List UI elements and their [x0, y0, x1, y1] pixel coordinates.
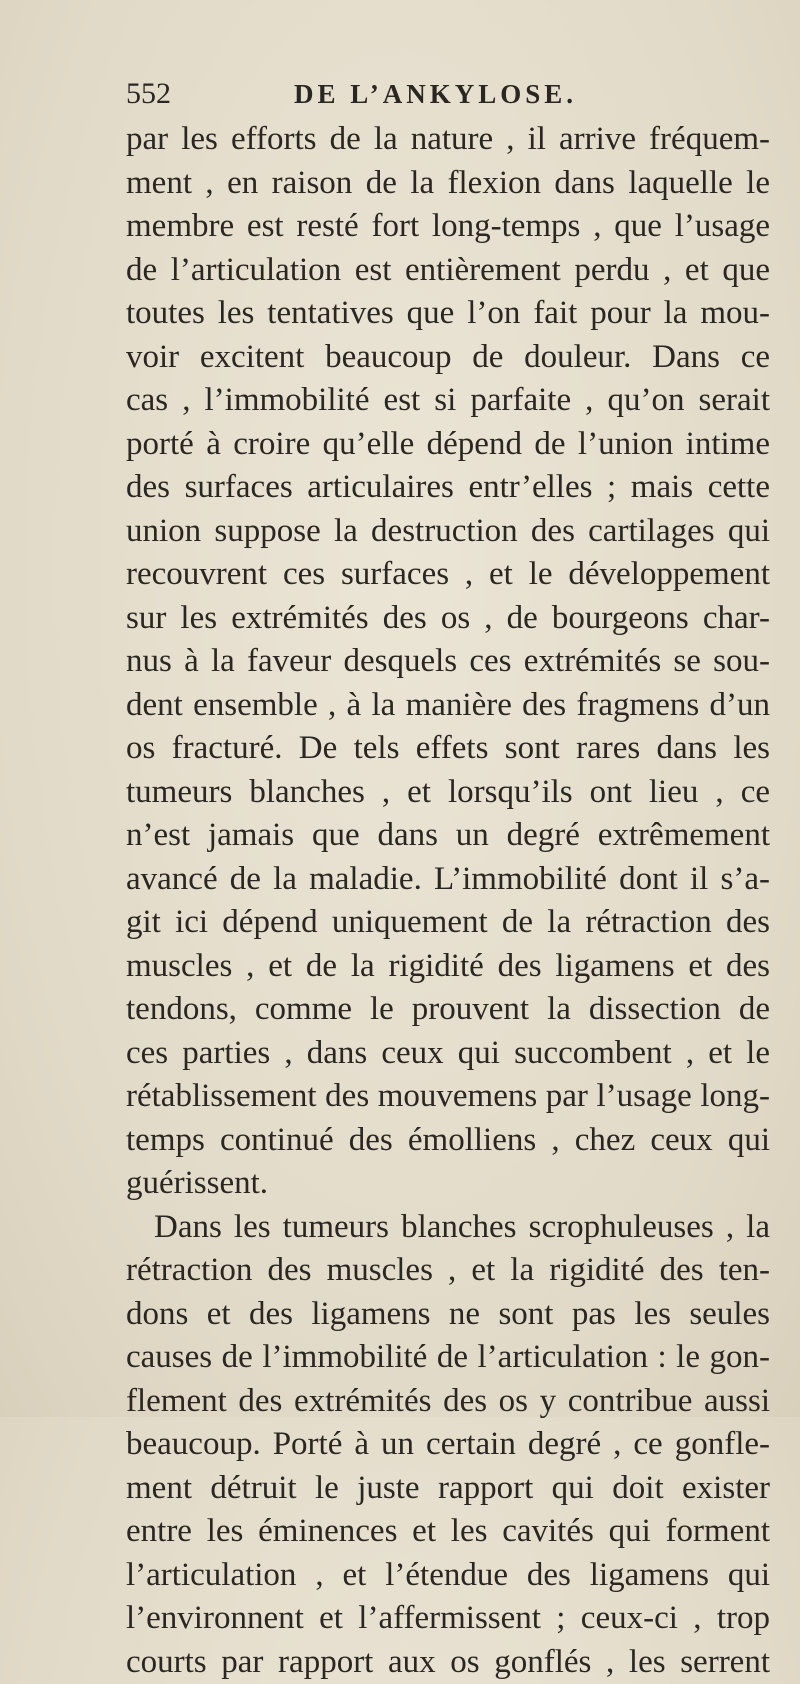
text-line: union suppose la destruction des cartilages qui	[126, 510, 770, 554]
running-head	[126, 74, 766, 114]
text-line: sur les extrémités des os , de bourgeons char-	[126, 597, 770, 641]
text-line: ces parties , dans ceux qui succombent , et le	[126, 1032, 770, 1076]
text-line: de l’articulation est entièrement perdu , et que	[126, 249, 770, 293]
text-line: git ici dépend uniquement de la rétraction des	[126, 901, 770, 945]
text-line: rétablissement des mouvemens par l’usage long-	[126, 1075, 770, 1119]
body-text	[126, 118, 770, 1684]
text-line: porté à croire qu’elle dépend de l’union intime	[126, 423, 770, 467]
text-line: toutes les tentatives que l’on fait pour la mou-	[126, 292, 770, 336]
paragraph-first-line: Dans les tumeurs blanches scrophuleuses , la	[126, 1206, 770, 1250]
text-line: tumeurs blanches , et lorsqu’ils ont lieu , ce	[126, 771, 770, 815]
text-line: entre les éminences et les cavités qui forment	[126, 1510, 770, 1554]
text-line: ment , en raison de la flexion dans laquelle le	[126, 162, 770, 206]
text-line: courts par rapport aux os gonflés , les serrent	[126, 1641, 770, 1684]
text-line: recouvrent ces surfaces , et le développement	[126, 553, 770, 597]
text-line: avancé de la maladie. L’immobilité dont il s’a-	[126, 858, 770, 902]
text-line: rétraction des muscles , et la rigidité des ten-	[126, 1249, 770, 1293]
text-line: n’est jamais que dans un degré extrêmement	[126, 814, 770, 858]
text-line: membre est resté fort long-temps , que l’usage	[126, 205, 770, 249]
text-line: par les efforts de la nature , il arrive fréquem-	[126, 118, 770, 162]
text-line: beaucoup. Porté à un certain degré , ce gonfle-	[126, 1423, 770, 1467]
running-title: DE L’ANKYLOSE.	[294, 74, 577, 114]
page-number: 552	[126, 74, 171, 114]
text-line: dons et des ligamens ne sont pas les seules	[126, 1293, 770, 1337]
text-line: flement des extrémités des os y contribue aussi	[126, 1380, 770, 1424]
text-line: des surfaces articulaires entr’elles ; mais cette	[126, 466, 770, 510]
text-line: muscles , et de la rigidité des ligamens et des	[126, 945, 770, 989]
text-line: causes de l’immobilité de l’articulation : le gon-	[126, 1336, 770, 1380]
text-line: temps continué des émolliens , chez ceux qui	[126, 1119, 770, 1163]
text-line: nus à la faveur desquels ces extrémités se sou-	[126, 640, 770, 684]
text-line: os fracturé. De tels effets sont rares dans les	[126, 727, 770, 771]
text-line: tendons, comme le prouvent la dissection de	[126, 988, 770, 1032]
text-line: l’articulation , et l’étendue des ligamens qui	[126, 1554, 770, 1598]
text-line: voir excitent beaucoup de douleur. Dans ce	[126, 336, 770, 380]
text-line: cas , l’immobilité est si parfaite , qu’on serait	[126, 379, 770, 423]
text-line: dent ensemble , à la manière des fragmens d’un	[126, 684, 770, 728]
paragraph-end-line: guérissent.	[126, 1162, 770, 1206]
text-line: l’environnent et l’affermissent ; ceux-ci , trop	[126, 1597, 770, 1641]
text-line: ment détruit le juste rapport qui doit exister	[126, 1467, 770, 1511]
